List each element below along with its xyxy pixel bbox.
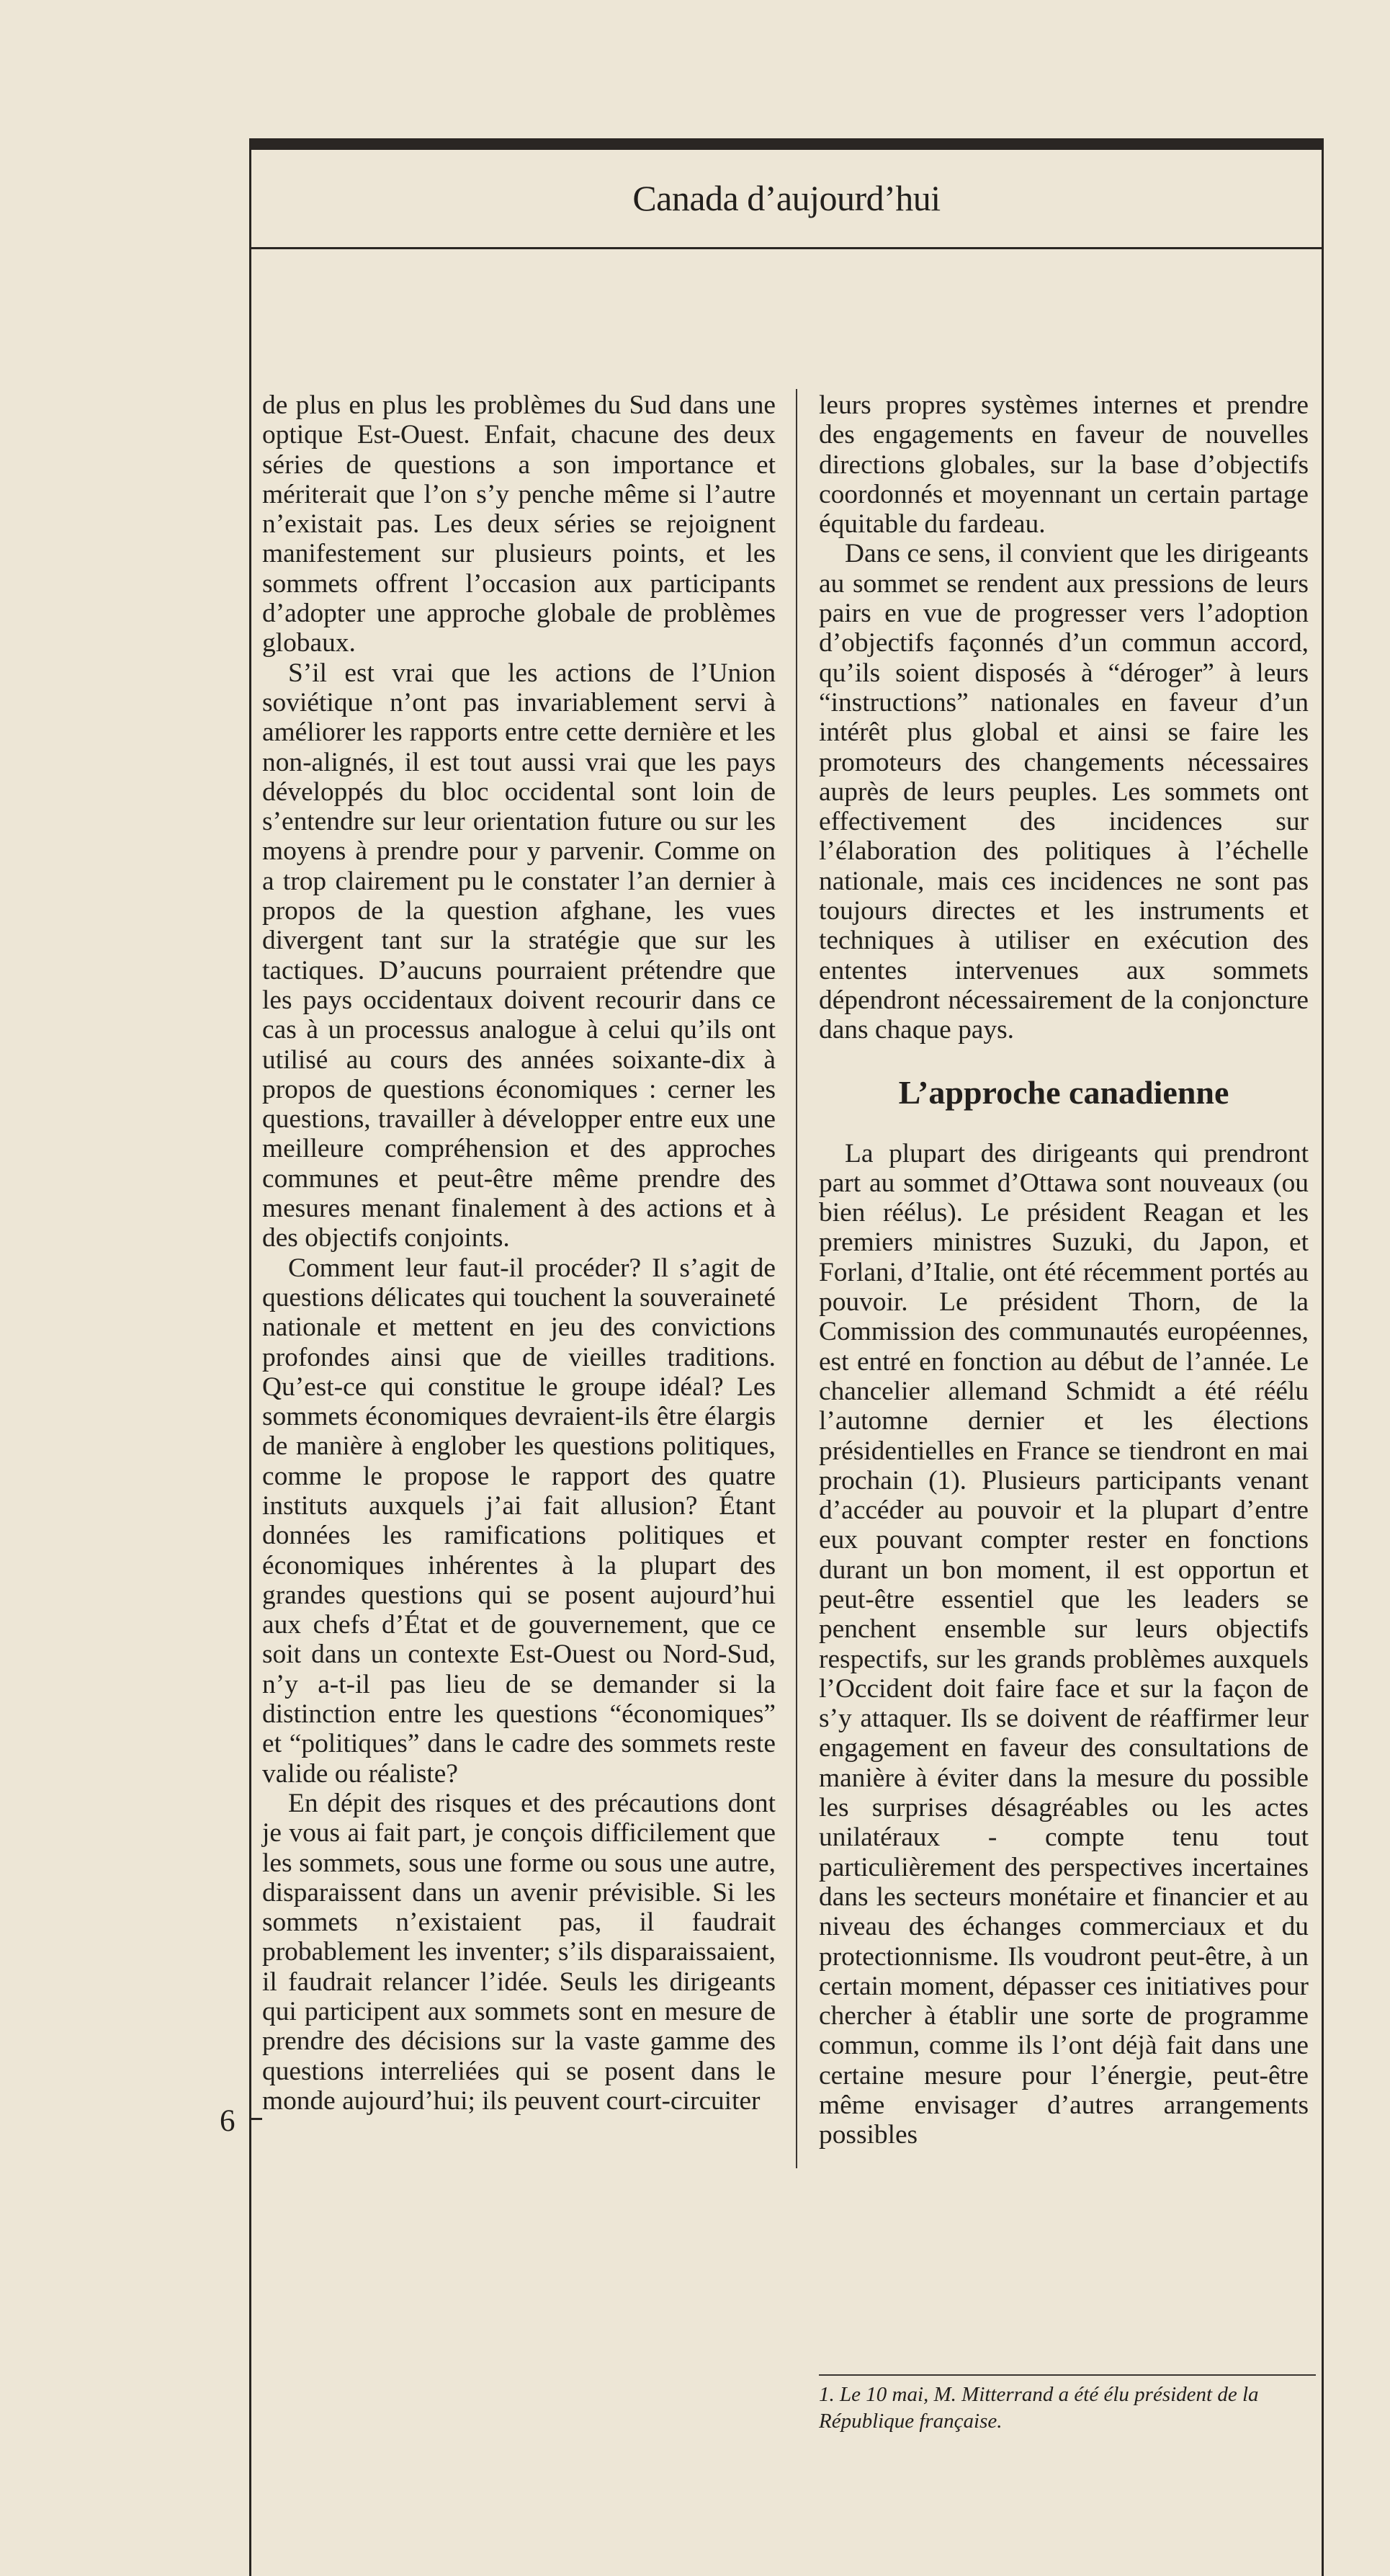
right-paragraph-3: La plupart des dirigeants qui prendront part au sommet d’Ottawa sont nouveaux (ou bien réélus). Le président Reagan et les premiers ministres Suzuki, du Japon, et Forlani, d’Italie, ont été récemment portés au pouvoir. Le président Thorn, de la Commission des communautés européennes, est entré en fonction au début de l’année. Le chancelier allemand Schmidt a été réélu l’automne dernier et les élections présidentielles en France se tiendront en mai prochain (1). Plusieurs participants venant d’accéder au pouvoir et la plupart d’entre eux pouvant compter rester en fonctions durant un bon moment, il est opportun et peut-être essentiel que les leaders se penchent ensemble sur leurs objectifs respectifs, sur les grands problèmes auxquels l’Occident doit faire face et sur la façon de s’y attaquer. Ils se doivent de réaffirmer leur engagement en faveur des consultations de manière à éviter dans la mesure du possible les surprises désagréables ou les actes unilatéraux - compte tenu tout particulièrement des perspectives incertaines dans les secteurs monétaire et financier et au niveau des échanges commerciaux et du protectionnisme. Ils voudront peut-être, à un certain moment, dépasser ces initiatives pour chercher à établir une sorte de programme commun, comme ils l’ont déjà fait dans une certaine mesure pour l’énergie, peut-être même envisager d’autres arrangements possibles <box>819 1138 1309 2150</box>
left-paragraph-1: de plus en plus les problèmes du Sud dans une optique Est-Ouest. Enfait, chacune des deux séries de questions a son importance et mériterait que l’on s’y penche même si l’autre n’existait pas. Les deux séries se rejoignent manifestement sur plusieurs points, et les sommets offrent l’occasion aux participants d’adopter une approche globale de problèmes globaux. <box>262 390 776 658</box>
left-column <box>262 390 776 2116</box>
right-paragraph-2: Dans ce sens, il convient que les dirigeants au sommet se rendent aux pressions de leurs pairs en vue de progresser vers l’adoption d’objectifs façonnés d’un commun accord, qu’ils soient disposés à “déroger” à leurs “instructions” nationales en faveur d’un intérêt plus global et ainsi se faire les promoteurs des changements nécessaires auprès de leurs peuples. Les sommets ont effectivement des incidences sur l’élaboration des politiques à l’échelle nationale, mais ces incidences ne sont pas toujours directes et les instruments et techniques à utiliser en exécution des ententes intervenues aux sommets dépendront nécessairement de la conjoncture dans chaque pays. <box>819 539 1309 1045</box>
running-title: Canada d’aujourd’hui <box>632 178 941 218</box>
section-heading: L’approche canadienne <box>898 1073 1229 1111</box>
column-divider <box>796 389 797 2168</box>
page-number-tick <box>249 2118 262 2120</box>
left-paragraph-3: Comment leur faut-il procéder? Il s’agit de questions délicates qui touchent la souveraineté nationale et mettent en jeu des convictions profondes ainsi que de vieilles traditions. Qu’est-ce qui constitue le groupe idéal? Les sommets économiques devraient-ils être élargis de manière à englober les questions politiques, comme le propose le rapport des quatre instituts auxquels j’ai fait allusion? Étant données les ramifications politiques et économiques inhérentes à la plupart des grandes questions qui se posent aujourd’hui aux chefs d’État et de gouvernement, que ce soit dans un contexte Est-Ouest ou Nord-Sud, n’y a-t-il pas lieu de se demander si la distinction entre les questions “économiques” et “politiques” dans le cadre des sommets reste valide ou réaliste? <box>262 1253 776 1789</box>
footnote-rule <box>819 2374 1316 2376</box>
right-column <box>819 390 1309 2150</box>
running-header <box>249 150 1324 249</box>
page-number: 6 <box>220 2104 236 2138</box>
left-paragraph-4: En dépit des risques et des précautions dont je vous ai fait part, je conçois difficilement que les sommets, sous une forme ou sous une autre, disparaissent dans un avenir prévisible. Si les sommets n’existaient pas, il faudrait probablement les inventer; s’ils disparaissaient, il faudrait relancer l’idée. Seuls les dirigeants qui participent aux sommets sont en mesure de prendre des décisions sur la vaste gamme des questions interreliées qui se posent dans le monde aujourd’hui; ils peuvent court-circuiter <box>262 1788 776 2116</box>
left-paragraph-2: S’il est vrai que les actions de l’Union soviétique n’ont pas invariablement servi à améliorer les rapports entre cette dernière et les non-alignés, il est tout aussi vrai que les pays développés du bloc occidental sont loin de s’entendre sur leur orientation future ou sur les moyens à prendre pour y parvenir. Comme on a trop clairement pu le constater l’an dernier à propos de la question afghane, les vues divergent tant sur la stratégie que sur les tactiques. D’aucuns pourraient prétendre que les pays occidentaux doivent recourir dans ce cas à un processus analogue à celui qu’ils ont utilisé au cours des années soixante-dix à propos de questions économiques : cerner les questions, travailler à développer entre eux une meilleure compréhension et des approches communes et peut-être même prendre des mesures menant finalement à des actions et à des objectifs conjoints. <box>262 658 776 1253</box>
right-paragraph-1: leurs propres systèmes internes et prendre des engagements en faveur de nouvelles directions globales, sur la base d’objectifs coordonnés et moyennant un certain partage équitable du fardeau. <box>819 390 1309 540</box>
footnote: 1. Le 10 mai, M. Mitterrand a été élu président de la République française. <box>819 2383 1259 2433</box>
